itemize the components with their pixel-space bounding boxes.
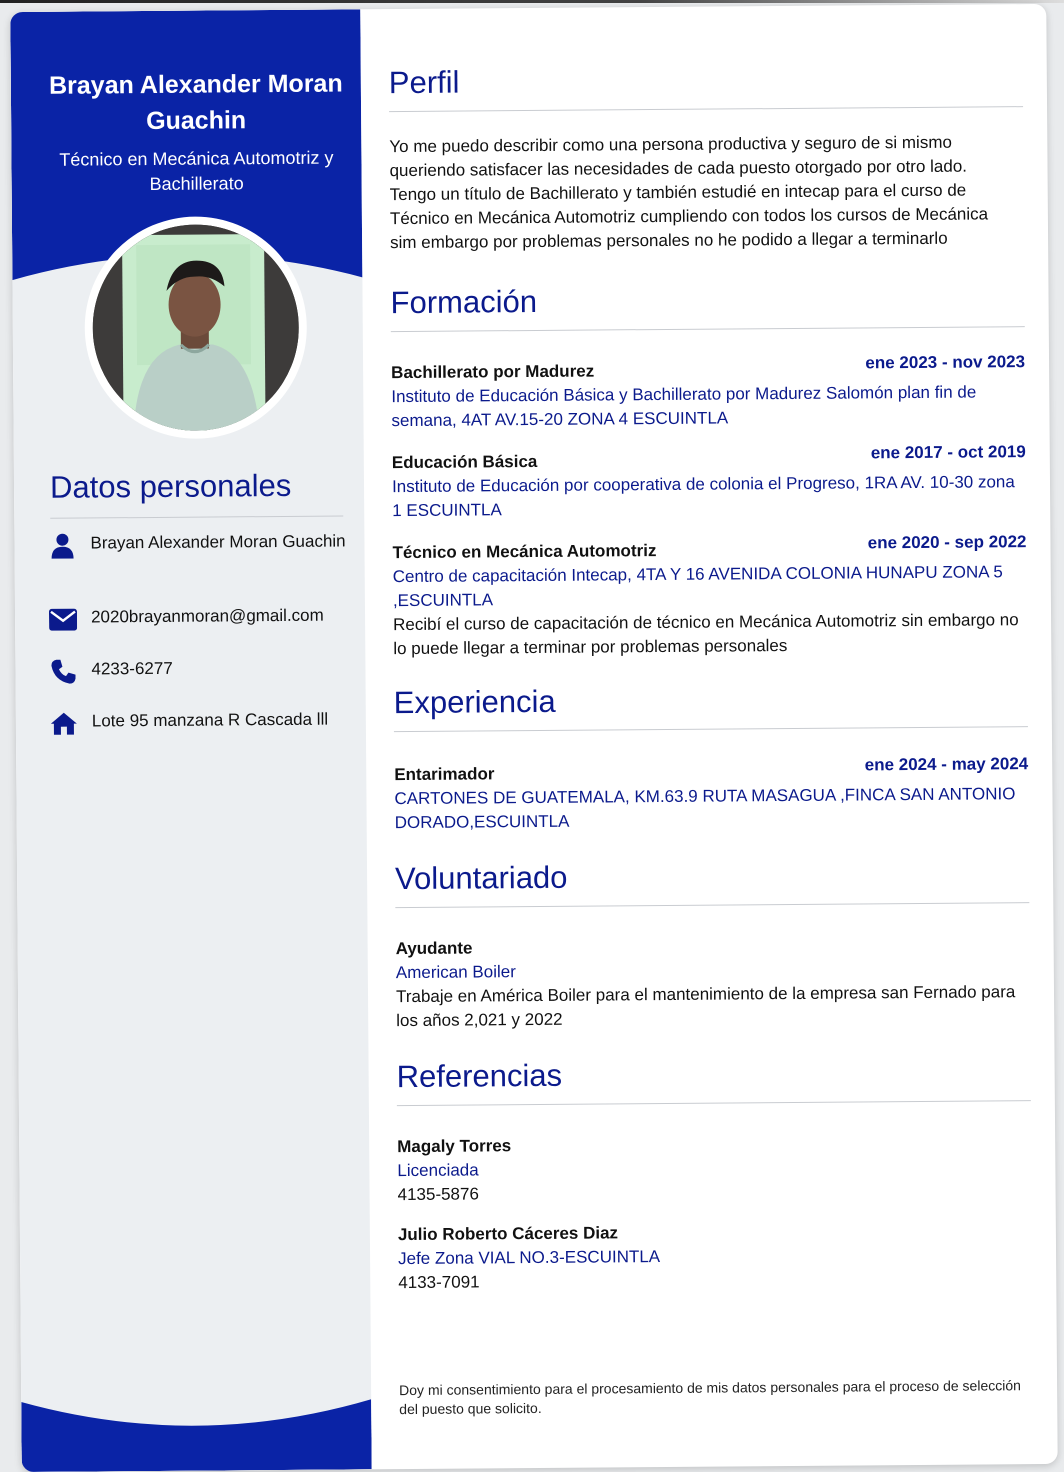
perfil-text: Yo me puedo describir como una persona productiva y seguro de si mismo queriendo satisfacer las necesidades de cada puesto otorgado por otro lado. Tengo un título de Bachillerato y también estudié en intecap para el curso de Técnico en Mecánica Automotriz cumpliendo con todos los cursos de Mecánica sim embargo por problemas personales no he podido a llegar a terminarlo — [389, 132, 989, 253]
formacion-entry — [391, 352, 1026, 433]
contact-email-value[interactable]: 2020brayanmoran@gmail.com — [90, 605, 324, 627]
profile-photo-frame — [84, 216, 308, 440]
entry-organization: Instituto de Educación Básica y Bachillerato por Madurez Salomón plan fin de semana, 4AT AV.15-20 ZONA 4 ESCUINTLA — [391, 382, 977, 431]
formacion-entry — [392, 532, 1027, 661]
contact-address-value: Lote 95 manzana R Cascada lll — [91, 709, 329, 731]
profile-photo — [92, 224, 300, 432]
entry-date: ene 2020 - sep 2022 — [867, 532, 1027, 553]
entry-title: Ayudante — [395, 938, 473, 959]
formacion-entry — [391, 442, 1027, 523]
entry-organization: American Boiler — [395, 962, 516, 983]
entry-date: ene 2017 - oct 2019 — [870, 442, 1026, 463]
voluntariado-entry — [396, 932, 1031, 1033]
sidebar — [10, 9, 371, 1472]
experiencia-entry — [394, 754, 1029, 835]
resume-page — [10, 4, 1057, 1472]
entry-date: ene 2024 - may 2024 — [864, 754, 1029, 775]
candidate-role: Técnico en Mecánica Automotriz y Bachillerato — [59, 147, 334, 195]
contact-name-value: Brayan Alexander Moran Guachin — [90, 531, 346, 553]
reference-phone[interactable]: 4133-7091 — [398, 1272, 480, 1293]
contact-phone-value[interactable]: 4233-6277 — [91, 658, 173, 679]
entry-title: Técnico en Mecánica Automotriz — [392, 541, 657, 563]
reference-phone[interactable]: 4135-5876 — [397, 1184, 479, 1205]
contact-phone-row[interactable] — [49, 655, 349, 685]
reference-name: Magaly Torres — [397, 1136, 512, 1157]
voluntariado-heading: Voluntariado — [395, 856, 1029, 908]
entry-organization: Centro de capacitación Intecap, 4TA Y 16 AVENIDA COLONIA HUNAPU ZONA 5 ,ESCUINTLA — [392, 562, 1003, 611]
reference-role: Jefe Zona VIAL NO.3-ESCUINTLA — [398, 1247, 661, 1269]
candidate-name: Brayan Alexander Moran Guachin — [48, 69, 343, 136]
sidebar-footer-banner — [21, 1389, 372, 1472]
formacion-heading: Formación — [390, 280, 1024, 332]
entry-description: Trabaje en América Boiler para el mantenimiento de la empresa san Fernado para los años 2,021 y 2022 — [395, 982, 1016, 1031]
contact-address-row — [50, 707, 350, 737]
reference-name: Julio Roberto Cáceres Diaz — [397, 1223, 619, 1245]
entry-description: Recibí el curso de capacitación de técnico en Mecánica Automotriz sin embargo no lo puede llegar a terminar por problemas personales — [393, 610, 1019, 659]
consent-note: Doy mi consentimiento para el procesamiento de mis datos personales para el proceso de selección del puesto que solicito. — [399, 1377, 1021, 1418]
envelope-icon — [49, 606, 77, 634]
perfil-heading: Perfil — [389, 60, 1023, 112]
top-edge-line — [0, 0, 1064, 3]
reference-entry — [398, 1218, 1033, 1295]
phone-icon — [49, 658, 77, 686]
experiencia-heading: Experiencia — [394, 680, 1028, 732]
reference-entry — [397, 1130, 1032, 1207]
entry-title: Entarimador — [394, 764, 495, 785]
referencias-heading: Referencias — [397, 1054, 1031, 1106]
entry-date: ene 2023 - nov 2023 — [865, 352, 1026, 373]
user-icon — [48, 532, 76, 560]
personal-data-heading: Datos personales — [50, 467, 343, 518]
entry-organization: CARTONES DE GUATEMALA, KM.63.9 RUTA MASAGUA ,FINCA SAN ANTONIO DORADO,ESCUINTLA — [394, 784, 1016, 833]
entry-title: Bachillerato por Madurez — [391, 361, 595, 383]
reference-role: Licenciada — [397, 1160, 479, 1181]
entry-organization: Instituto de Educación por cooperativa de colonia el Progreso, 1RA AV. 10-30 zona 1 ESCUINTLA — [391, 472, 1015, 521]
home-icon — [50, 710, 78, 738]
entry-title: Educación Básica — [391, 451, 538, 473]
contact-email-row[interactable] — [49, 603, 349, 633]
main-content — [388, 4, 1029, 1418]
contact-name-row — [48, 529, 348, 559]
